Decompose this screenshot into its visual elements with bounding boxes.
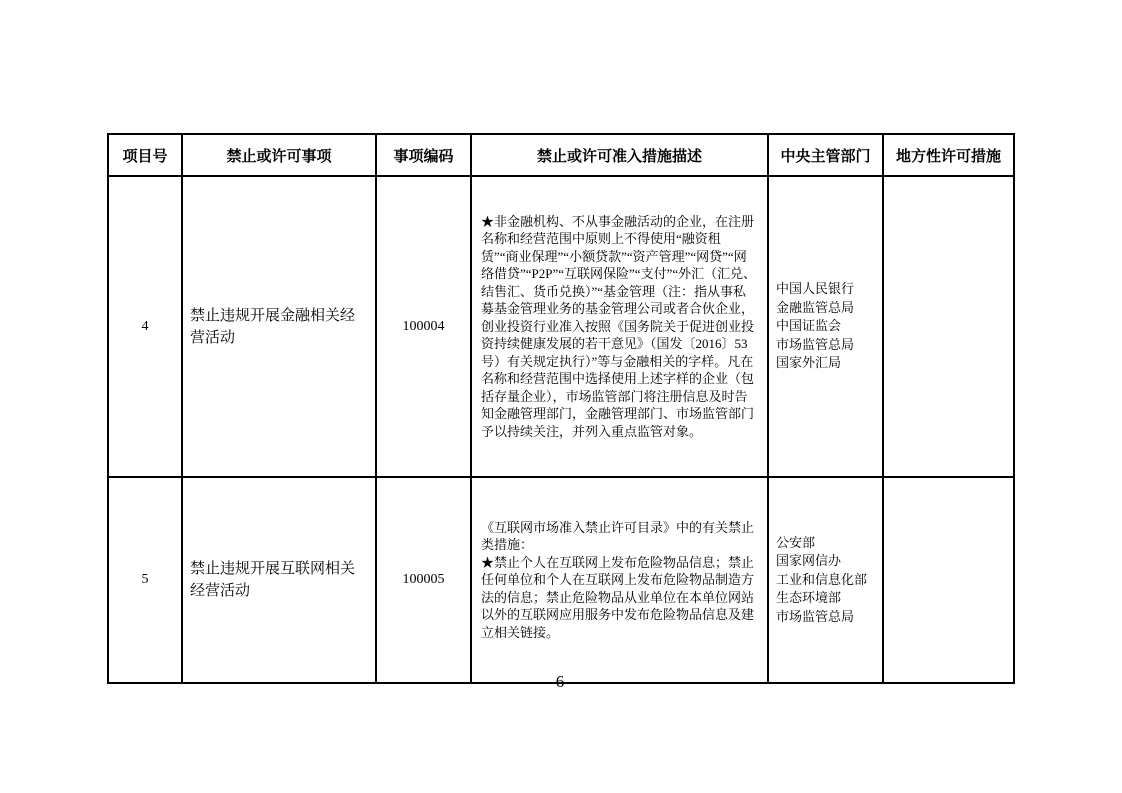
column-header-code: 事项编码 [376, 134, 471, 176]
cell-code: 100004 [376, 176, 471, 477]
department-item: 中国证监会 [776, 318, 842, 334]
description-paragraph: 《互联网市场准入禁止许可目录》中的有关禁止类措施： [481, 519, 755, 553]
department-item: 金融监管总局 [776, 299, 855, 315]
column-header-description: 禁止或许可准入措施描述 [471, 134, 768, 176]
department-item: 市场监管总局 [776, 336, 855, 352]
cell-local-measures [883, 176, 1014, 477]
cell-local-measures [883, 477, 1014, 683]
description-paragraph: ★非金融机构、不从事金融活动的企业，在注册名称和经营范围中原则上不得使用“融资租赁”“商业保理”“小额贷款”“资产管理”“网贷”“网络借贷”“P2P”“互联网保险”“支付”“外汇（汇兑、结售汇、货币兑换）”“基金管理（注：指从事私募基金管理业务的基金管理公司或者合伙企业，创业投资行业准入按照《国务院关于促进创业投资持续健康发展的若干意见》（国发〔2016〕53号）有关规定执行）”等与金融相关的字样。凡在名称和经营范围中选择使用上述字样的企业（包括存量企业），市场监管部门将注册信息及时告知金融管理部门，金融管理部门、市场监管部门予以持续关注，并列入重点监管对象。 [481, 213, 757, 439]
department-item: 公安部 [776, 534, 816, 550]
cell-description [471, 176, 768, 477]
cell-matter: 禁止违规开展互联网相关经营活动 [182, 477, 376, 683]
page-number: 6 [555, 672, 565, 691]
column-header-matter: 禁止或许可事项 [182, 134, 376, 176]
department-item: 工业和信息化部 [776, 571, 868, 587]
column-header-item-no: 项目号 [108, 134, 182, 176]
cell-item-no: 5 [108, 477, 182, 683]
department-item: 中国人民银行 [776, 281, 855, 297]
cell-description [471, 477, 768, 683]
cell-matter: 禁止违规开展金融相关经营活动 [182, 176, 376, 477]
access-list-table [107, 133, 1015, 684]
cell-central-departments [768, 477, 883, 683]
table-row-item-5 [108, 477, 1014, 683]
column-header-central-dept: 中央主管部门 [768, 134, 883, 176]
description-paragraph: ★禁止个人在互联网上发布危险物品信息；禁止任何单位和个人在互联网上发布危险物品制造方法的信息；禁止危险物品从业单位在本单位网站以外的互联网应用服务中发布危险物品信息及建立相关链接。 [481, 554, 755, 640]
table-row-item-4 [108, 176, 1014, 477]
cell-item-no: 4 [108, 176, 182, 477]
department-item: 国家外汇局 [776, 355, 842, 371]
table-header-row [108, 134, 1014, 176]
department-item: 市场监管总局 [776, 608, 855, 624]
cell-code: 100005 [376, 477, 471, 683]
cell-central-departments [768, 176, 883, 477]
column-header-local-measures: 地方性许可措施 [883, 134, 1014, 176]
department-item: 生态环境部 [776, 590, 842, 606]
department-item: 国家网信办 [776, 553, 842, 569]
